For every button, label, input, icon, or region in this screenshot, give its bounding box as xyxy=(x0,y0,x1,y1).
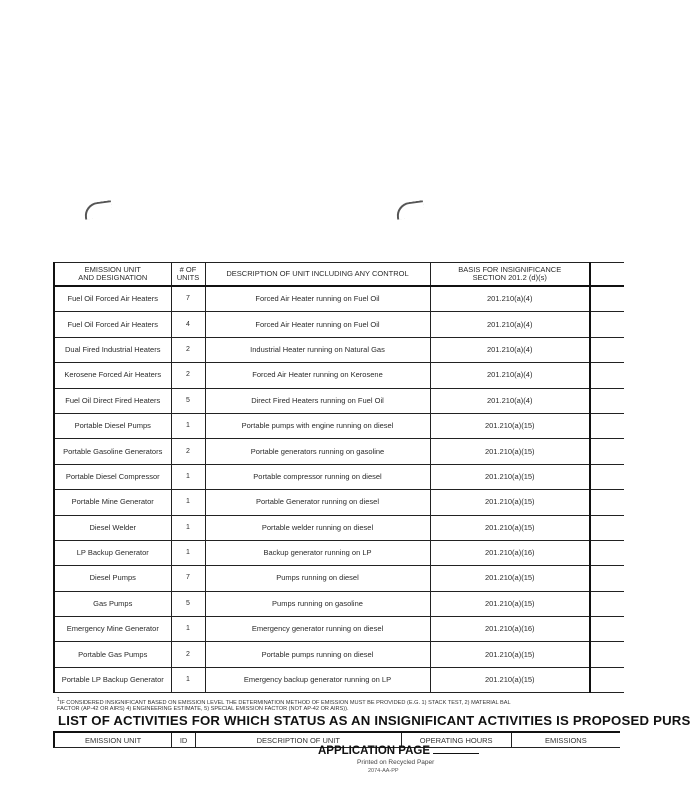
cell-basis: 201.210(a)(4) xyxy=(430,388,590,413)
col-id: ID xyxy=(172,733,196,747)
cell-unit-count: 1 xyxy=(171,617,205,642)
cell-description: Direct Fired Heaters running on Fuel Oil xyxy=(205,388,430,413)
cell-unit-count: 1 xyxy=(171,667,205,692)
footnote xyxy=(57,697,622,713)
header-basis xyxy=(430,263,590,287)
table-row xyxy=(54,413,624,438)
cell-unit-count: 2 xyxy=(171,439,205,464)
cell-unit-count: 5 xyxy=(171,388,205,413)
cell-unit-count: 4 xyxy=(171,312,205,337)
cell-basis: 201.210(a)(15) xyxy=(430,566,590,591)
cell-emission-unit: Portable Gas Pumps xyxy=(54,642,171,667)
cell-description: Portable welder running on diesel xyxy=(205,515,430,540)
cell-basis: 201.210(a)(4) xyxy=(430,363,590,388)
cell-description: Portable generators running on gasoline xyxy=(205,439,430,464)
cell-extra xyxy=(590,388,624,413)
cell-description: Emergency generator running on diesel xyxy=(205,617,430,642)
cell-emission-unit: Portable LP Backup Generator xyxy=(54,667,171,692)
table-row xyxy=(54,617,624,642)
cell-emission-unit: LP Backup Generator xyxy=(54,540,171,565)
footnote-line2: FACTOR (AP-42 OR AIRS) 4) ENGINEERING ESTIMATE, 5) SPECIAL EMISSION FACTOR (NOT AP-42 OR AIRS)). xyxy=(57,706,349,713)
cell-unit-count: 1 xyxy=(171,490,205,515)
footnote-marker: 1 xyxy=(57,697,60,703)
cell-emission-unit: Portable Diesel Compressor xyxy=(54,464,171,489)
cell-unit-count: 2 xyxy=(171,363,205,388)
cell-unit-count: 7 xyxy=(171,286,205,312)
cell-basis: 201.210(a)(15) xyxy=(430,591,590,616)
cell-unit-count: 1 xyxy=(171,540,205,565)
cell-description: Portable Generator running on diesel xyxy=(205,490,430,515)
page-number-blank xyxy=(433,753,479,754)
cell-extra xyxy=(590,591,624,616)
table-row xyxy=(54,591,624,616)
header-extra-column xyxy=(590,263,624,287)
cell-basis: 201.210(a)(15) xyxy=(430,413,590,438)
header-count-line1: # OF xyxy=(179,265,197,274)
cell-emission-unit: Dual Fired Industrial Heaters xyxy=(54,337,171,362)
cell-extra xyxy=(590,515,624,540)
cell-unit-count: 1 xyxy=(171,413,205,438)
table-row xyxy=(54,540,624,565)
footnote-line1: IF CONSIDERED INSIGNIFICANT BASED ON EMISSION LEVEL THE DETERMINATION METHOD OF EMISSION MUST BE PROVIDED (E.G. 1) STACK TEST, 2) MATERIAL BAL xyxy=(59,699,511,706)
cell-unit-count: 5 xyxy=(171,591,205,616)
table-row xyxy=(54,286,624,312)
cell-extra xyxy=(590,490,624,515)
cell-extra xyxy=(590,642,624,667)
cell-unit-count: 2 xyxy=(171,337,205,362)
table-body xyxy=(54,286,624,693)
table-row xyxy=(54,363,624,388)
insignificant-activities-table xyxy=(53,262,624,693)
cell-extra xyxy=(590,566,624,591)
cell-unit-count: 2 xyxy=(171,642,205,667)
cell-unit-count: 7 xyxy=(171,566,205,591)
cell-basis: 201.210(a)(4) xyxy=(430,312,590,337)
cell-description: Forced Air Heater running on Kerosene xyxy=(205,363,430,388)
cell-basis: 201.210(a)(15) xyxy=(430,464,590,489)
cell-emission-unit: Gas Pumps xyxy=(54,591,171,616)
cell-emission-unit: Emergency Mine Generator xyxy=(54,617,171,642)
header-basis-line1: BASIS FOR INSIGNIFICANCE xyxy=(458,265,562,274)
cell-extra xyxy=(590,363,624,388)
printed-on-recycled-paper: Printed on Recycled Paper xyxy=(357,759,435,766)
table-header-row xyxy=(54,263,624,287)
col-emission-unit: EMISSION UNIT xyxy=(55,733,172,747)
table-row xyxy=(54,642,624,667)
cell-basis: 201.210(a)(16) xyxy=(430,617,590,642)
cell-description: Pumps running on diesel xyxy=(205,566,430,591)
cell-description: Industrial Heater running on Natural Gas xyxy=(205,337,430,362)
cell-basis: 201.210(a)(15) xyxy=(430,439,590,464)
cell-extra xyxy=(590,312,624,337)
section-heading: LIST OF ACTIVITIES FOR WHICH STATUS AS AN INSIGNIFICANT ACTIVITIES IS PROPOSED PURS xyxy=(58,713,691,728)
cell-description: Pumps running on gasoline xyxy=(205,591,430,616)
cell-description: Portable pumps running on diesel xyxy=(205,642,430,667)
col-emissions: EMISSIONS xyxy=(545,735,587,745)
cell-emission-unit: Fuel Oil Forced Air Heaters xyxy=(54,286,171,312)
table-row xyxy=(54,490,624,515)
cell-emission-unit: Diesel Welder xyxy=(54,515,171,540)
cell-emission-unit: Portable Gasoline Generators xyxy=(54,439,171,464)
punch-hole-mark-right xyxy=(395,200,425,220)
table-row xyxy=(54,312,624,337)
application-page-text: APPLICATION PAGE xyxy=(318,745,431,757)
cell-basis: 201.210(a)(16) xyxy=(430,540,590,565)
cell-basis: 201.210(a)(15) xyxy=(430,490,590,515)
cell-extra xyxy=(590,286,624,312)
header-unit-line2: AND DESIGNATION xyxy=(78,273,148,282)
cell-extra xyxy=(590,464,624,489)
cell-basis: 201.210(a)(15) xyxy=(430,667,590,692)
cell-description: Forced Air Heater running on Fuel Oil xyxy=(205,286,430,312)
table-row xyxy=(54,566,624,591)
cell-extra xyxy=(590,337,624,362)
form-code: 2074-AA-PP xyxy=(368,768,399,774)
cell-emission-unit: Fuel Oil Direct Fired Heaters xyxy=(54,388,171,413)
header-unit-count xyxy=(171,263,205,287)
cell-extra xyxy=(590,540,624,565)
cell-description: Forced Air Heater running on Fuel Oil xyxy=(205,312,430,337)
cell-description: Backup generator running on LP xyxy=(205,540,430,565)
cell-basis: 201.210(a)(15) xyxy=(430,515,590,540)
cell-extra xyxy=(590,413,624,438)
cell-emission-unit: Diesel Pumps xyxy=(54,566,171,591)
cell-description: Portable compressor running on diesel xyxy=(205,464,430,489)
cell-emission-unit: Portable Mine Generator xyxy=(54,490,171,515)
cell-extra xyxy=(590,667,624,692)
table-row xyxy=(54,439,624,464)
header-count-line2: UNITS xyxy=(176,273,200,282)
cell-emission-unit: Fuel Oil Forced Air Heaters xyxy=(54,312,171,337)
cell-unit-count: 1 xyxy=(171,515,205,540)
header-description: DESCRIPTION OF UNIT INCLUDING ANY CONTROL xyxy=(205,263,430,287)
table-row xyxy=(54,667,624,692)
cell-extra xyxy=(590,617,624,642)
cell-emission-unit: Kerosene Forced Air Heaters xyxy=(54,363,171,388)
header-emission-unit xyxy=(54,263,171,287)
table-row xyxy=(54,515,624,540)
col-operating-hours: OPERATING HOURS xyxy=(402,733,512,747)
punch-hole-mark-left xyxy=(83,200,113,220)
cell-description: Emergency backup generator running on LP xyxy=(205,667,430,692)
cell-basis: 201.210(a)(15) xyxy=(430,642,590,667)
cell-basis: 201.210(a)(4) xyxy=(430,286,590,312)
header-basis-line2: SECTION 201.2 (d)(s) xyxy=(472,273,547,282)
table-row xyxy=(54,388,624,413)
cell-unit-count: 1 xyxy=(171,464,205,489)
cell-description: Portable pumps with engine running on diesel xyxy=(205,413,430,438)
cell-basis: 201.210(a)(4) xyxy=(430,337,590,362)
application-page-label xyxy=(318,745,479,757)
cell-extra xyxy=(590,439,624,464)
table-row xyxy=(54,337,624,362)
header-unit-line1: EMISSION UNIT xyxy=(84,265,141,274)
cell-emission-unit: Portable Diesel Pumps xyxy=(54,413,171,438)
table-row xyxy=(54,464,624,489)
col-description: DESCRIPTION OF UNIT xyxy=(196,733,402,747)
